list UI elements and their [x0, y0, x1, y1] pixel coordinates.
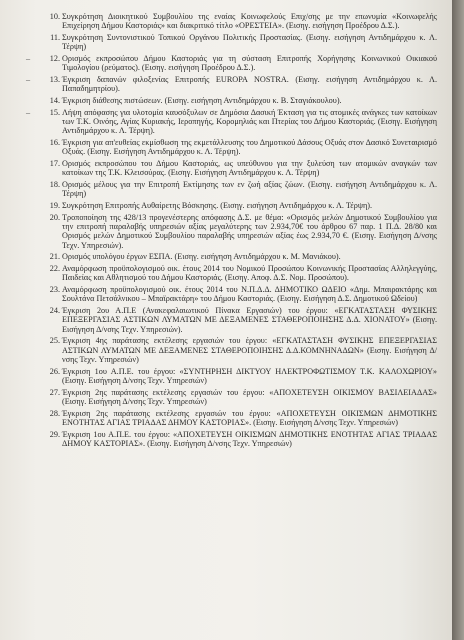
agenda-item-number: 22. [49, 264, 60, 273]
agenda-item-number: 19. [49, 201, 60, 210]
agenda-item-text: Έγκριση για απ'ευθείας εκμίσθωση της εκμετάλλευσης του Δημοτικού Δάσους Οξυάς στον Δασικό Συνεταιρισμό Οξυάς. (Εισηγ. Εισήγηση Αντιδημάρχου κ. Λ. Τέρψη). [62, 138, 437, 157]
agenda-item [49, 366, 437, 386]
agenda-item [49, 306, 437, 334]
agenda-item-text: Έγκριση 2ου Α.Π.Ε (Ανακεφαλαιωτικού Πίνακα Εργασιών) του έργου: «ΕΓΚΑΤΑΣΤΑΣΗ ΦΥΣΙΚΗΣ ΕΠΕΞΕΡΓΑΣΙΑΣ ΑΣΤΙΚΩΝ ΛΥΜΑΤΩΝ ΜΕ ΔΕΞΑΜΕΝΕΣ ΣΤΑΘΕΡΟΠΟΙΗΣΗΣ Δ.Δ. ΧΙΟΝΑΤΟΥ» (Εισηγ. Εισήγηση Δ/νσης Τεχν. Υπηρεσιών). [62, 306, 437, 334]
agenda-item-number: 24. [49, 306, 60, 315]
agenda-item-number: 11. [50, 33, 60, 42]
agenda-item-text: Έγκριση 1ου Α.Π.Ε. του έργου: «ΑΠΟΧΕΤΕΥΣΗ ΟΙΚΙΣΜΩΝ ΔΗΜΟΤΙΚΗΣ ΕΝΟΤΗΤΑΣ ΑΓΙΑΣ ΤΡΙΑΔΑΣ ΔΗΜΟΥ ΚΑΣΤΟΡΙΑΣ». (Εισηγ. Εισήγηση Δ/νσης Τεχν. Υπηρεσιών) [62, 429, 437, 449]
agenda-item-text: Αναμόρφωση προϋπολογισμού οικ. έτους 2014 του Νομικού Προσώπου Κοινωνικής Προστασίας Αλληλεγγύης, Παιδείας και Αθλητισμού του Δήμου Καστοριάς. (Εισηγ. Αποφ. Δ.Σ. Νομ. Προσώπου). [62, 264, 437, 283]
agenda-item-text: Έγκριση 2ης παράτασης εκτέλεσης εργασιών του έργου: «ΑΠΟΧΕΤΕΥΣΗ ΟΙΚΙΣΜΟΥ ΒΑΣΙΛΕΙΑΔΑΣ» (Εισηγ. Εισήγηση Δ/νσης Τεχν. Υπηρεσιών) [62, 387, 437, 407]
agenda-item-number: 16. [49, 138, 60, 147]
agenda-item-text: Έγκριση 4ης παράτασης εκτέλεσης εργασιών του έργου: «ΕΓΚΑΤΑΣΤΑΣΗ ΦΥΣΙΚΗΣ ΕΠΕΞΕΡΓΑΣΙΑΣ ΑΣΤΙΚΩΝ ΛΥΜΑΤΩΝ ΜΕ ΔΕΞΑΜΕΝΕΣ ΣΤΑΘΕΡΟΠΟΙΗΣΗΣ Δ.Δ.ΚΟΜΝΗΝΑΔΩΝ» (Εισηγ. Εισήγηση Δ/νσης Τεχν. Υπηρεσιών) [62, 336, 437, 365]
agenda-item-text: Τροποποίηση της 428/13 προγενέστερης απόφασης Δ.Σ. με θέμα: «Ορισμός μελών Δημοτικού Συμβουλίου για την επιτροπή παραλαβής υπηρεσιών αξίας μεγαλύτερης των 2.934,70€ του άρθρου 67 παρ. 1 Π.Δ. 28/80 και Ορισμός μελών Δημοτικού Συμβουλίου παραλαβής υπηρεσιών αξίας έως 2.934,70 €. (Εισηγ. Εισήγηση Δ/νσης Τεχν. Υπηρεσιών). [62, 212, 437, 250]
agenda-item-number: 23. [49, 285, 60, 294]
agenda-item-text: Έγκριση διάθεσης πιστώσεων. (Εισηγ. εισήγηση Αντιδημάρχου κ. Β. Σταγιάκουλου). [62, 96, 342, 105]
agenda-item [49, 12, 437, 31]
agenda-item-number: 25. [49, 336, 60, 346]
agenda-item-number: 15. [49, 107, 60, 117]
agenda-item-text: Έγκριση 1ου Α.Π.Ε. του έργου: «ΣΥΝΤΗΡΗΣΗ ΔΙΚΤΥΟΥ ΗΛΕΚΤΡΟΦΩΤΙΣΜΟΥ Τ.Κ. ΚΑΛΟΧΩΡΙΟΥ» (Εισηγ. Εισήγηση Δ/νσης Τεχν. Υπηρεσιών) [62, 366, 437, 386]
agenda-item [49, 180, 437, 199]
agenda-item-text: Ορισμός υπολόγου έργων ΕΣΠΑ. (Εισηγ. εισήγηση Αντιδημάρχου κ. Μ. Μανιάκου). [62, 252, 341, 262]
agenda-item-text: Έγκριση 2ης παράτασης εκτέλεσης εργασιών του έργου: «ΑΠΟΧΕΤΕΥΣΗ ΟΙΚΙΣΜΩΝ ΔΗΜΟΤΙΚΗΣ ΕΝΟΤΗΤΑΣ ΑΓΙΑΣ ΤΡΙΑΔΑΣ ΔΗΜΟΥ ΚΑΣΤΟΡΙΑΣ». (Εισηγ. Εισήγηση Δ/νσης Τεχν. Υπηρεσιών) [62, 408, 437, 428]
agenda-item [49, 264, 437, 283]
agenda-item-number: 14. [49, 96, 60, 105]
agenda-item-number: 28. [49, 408, 60, 418]
agenda-item [49, 408, 437, 428]
agenda-item-text: Συγκρότηση Επιτροπής Αυθαίρετης Βόσκησης. (Εισηγ. εισήγηση Αντιδημάρχου κ. Λ. Τέρψη). [62, 201, 372, 210]
agenda-item [26, 75, 437, 94]
agenda-item [50, 33, 437, 52]
agenda-list [26, 12, 437, 451]
agenda-item-number: 17. [49, 159, 60, 168]
agenda-item-text: Αναμόρφωση προϋπολογισμού οικ. έτους 2014 του Ν.Π.Δ.Δ. ΔΗΜΟΤΙΚΟ ΩΔΕΙΟ «Δημ. Μπαιρακτάρης και Σουλτάνα Πετσάλνικου – Μπαϊρακτάρη» του Δήμου Καστοριάς. (Εισηγ. Εισήγηση Δ.Σ. Δημοτικού Ωδείου) [62, 285, 437, 304]
agenda-item [49, 138, 437, 157]
agenda-item-text: Έγκριση δαπανών φιλοξενίας Επιτροπής EUROPA NOSTRA. (Εισηγ. εισήγηση Αντιδημάρχου κ. Λ. Παπαδημητρίου). [62, 75, 437, 94]
page-edge-shadow [452, 0, 464, 640]
agenda-item-number: 20. [49, 212, 60, 222]
agenda-item [26, 107, 437, 136]
agenda-item [49, 201, 437, 210]
agenda-item [49, 252, 437, 262]
agenda-item [26, 54, 437, 73]
agenda-item-number: 12. [49, 54, 60, 63]
agenda-item-number: 26. [49, 366, 60, 376]
agenda-item [49, 429, 437, 449]
agenda-item-number: 21. [49, 252, 60, 262]
agenda-item [49, 336, 437, 365]
agenda-item-text: Λήψη απόφασης για υλοτομία καυσόξυλων σε Δημόσια Δασική Έκταση για τις ατομικές ανάγκες των κατοίκων των Τ.Κ. Οινόης, Αγίας Κυριακής, Ιεροπηγής, Κορομηλιάς και Πτερίας του Δήμου Καστοριάς. (Εισηγ. Εισήγηση Αντιδημάρχου κ. Λ. Τέρψη). [62, 107, 437, 136]
margin-dash-mark: – [26, 107, 31, 117]
agenda-item-number: 18. [49, 180, 60, 189]
agenda-item-number: 10. [49, 12, 60, 21]
agenda-item-text: Ορισμός μέλους για την Επιτροπή Εκτίμησης των εν ζωή αξίας ζώων. (Εισηγ. εισήγηση Αντιδημάρχου κ. Λ. Τέρψη) [62, 180, 437, 199]
agenda-item [49, 212, 437, 251]
agenda-item [49, 285, 437, 304]
agenda-item-number: 13. [49, 75, 60, 84]
agenda-item-text: Ορισμός εκπροσώπου του Δήμου Καστοριάς, ως υπεύθυνου για την ξυλεύση των ατομικών αναγκών των κατοίκων της Τ.Κ. Κλεισούρας. (Εισηγ. Εισήγηση Αντιδημάρχου κ. Λ. Τέρψη) [62, 159, 437, 178]
agenda-item-number: 29. [49, 429, 60, 439]
margin-dash-mark: – [26, 75, 31, 84]
agenda-item-text: Ορισμός εκπροσώπου Δήμου Καστοριάς για τη σύσταση Επιτροπής Χορήγησης Κοινωνικού Οικιακού Τιμολογίου (ρεύματος). (Εισηγ. εισήγηση Προέδρου Δ.Σ.). [62, 54, 437, 73]
agenda-item [49, 159, 437, 178]
agenda-item-number: 27. [49, 387, 60, 397]
margin-dash-mark: – [26, 54, 31, 63]
agenda-item-text: Συγκρότηση Συντονιστικού Τοπικού Οργάνου Πολιτικής Προστασίας. (Εισηγ. εισήγηση Αντιδημάρχου κ. Λ. Τέρψη) [62, 33, 437, 52]
agenda-item [49, 96, 437, 105]
agenda-item-text: Συγκρότηση Διοικητικού Συμβουλίου της εναίας Κοινωφελούς Επιχ/σης με την επωνυμία «Κοινωφελής Επιχείρηση Δήμου Καστοριάς» και διακριτικό τίτλο «ΟΡΕΣΤΕΙΑ». (Εισηγ. εισήγηση Προέδρου Δ.Σ.). [62, 12, 437, 31]
agenda-item [49, 387, 437, 407]
